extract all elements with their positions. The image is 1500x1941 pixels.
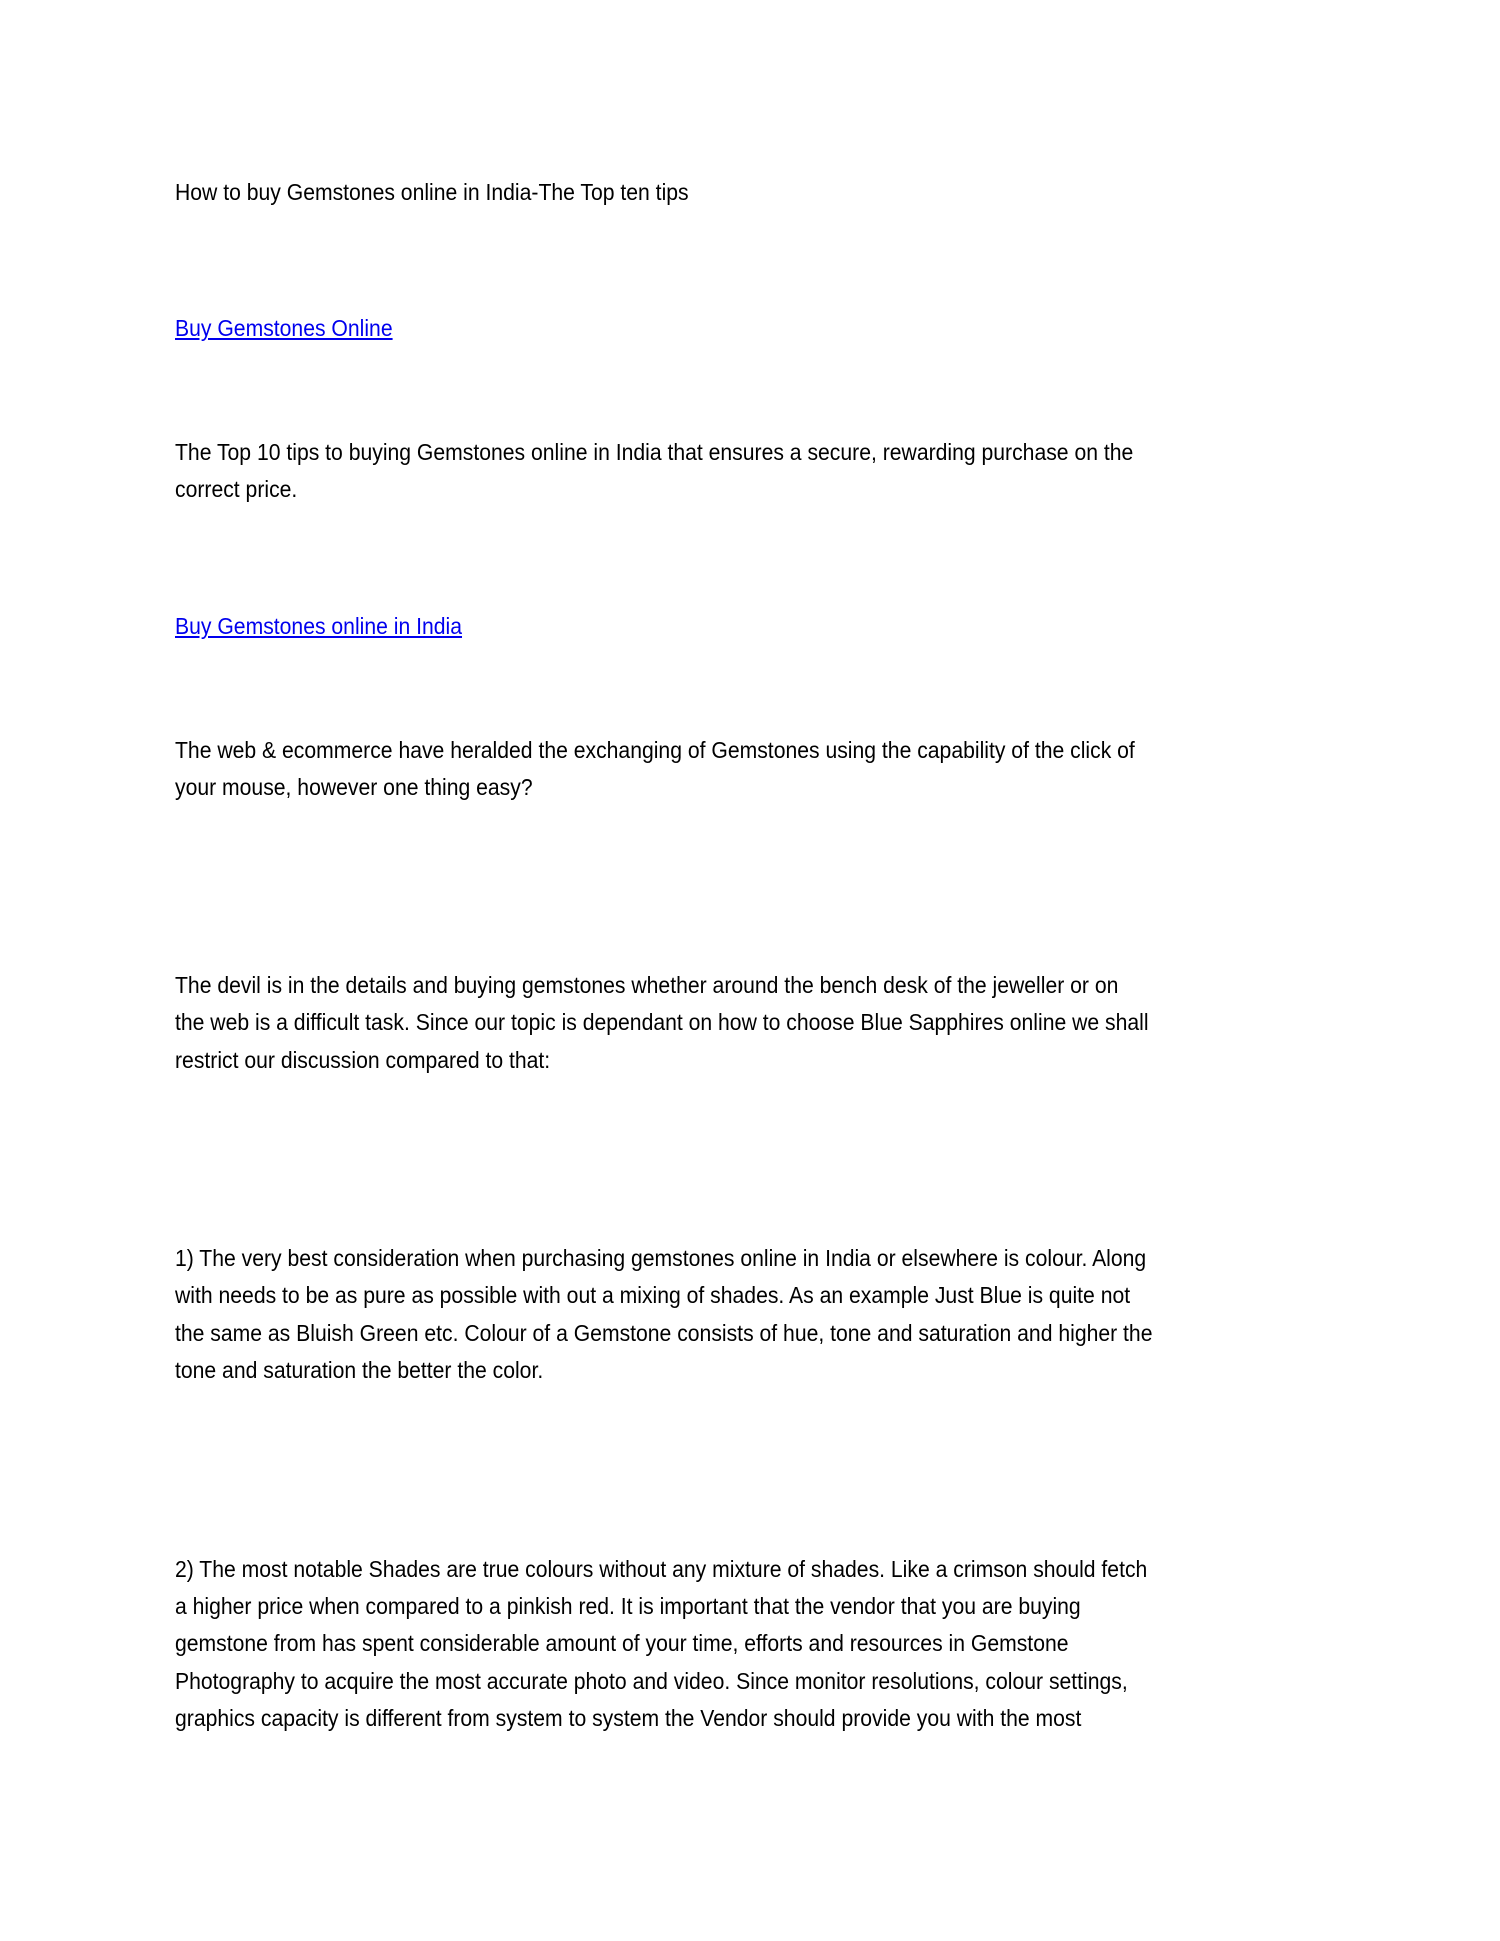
tip-2-line: gemstone from has spent considerable amount of your time, efforts and resources in Gemstone [175,1630,1069,1656]
tip-2-line: a higher price when compared to a pinkish red. It is important that the vendor that you are buying [175,1593,1081,1619]
tip-1-line: 1) The very best consideration when purchasing gemstones online in India or elsewhere is colour. Along [175,1245,1147,1271]
devil-paragraph-line: restrict our discussion compared to that: [175,1047,551,1073]
buy-gemstones-online-india-link[interactable]: Buy Gemstones online in India [175,613,463,639]
tip-2-line: 2) The most notable Shades are true colours without any mixture of shades. Like a crimson should fetch [175,1556,1148,1582]
tip-1-line: the same as Bluish Green etc. Colour of a Gemstone consists of hue, tone and saturation and higher the [175,1320,1153,1346]
web-paragraph-line: your mouse, however one thing easy? [175,774,533,800]
intro-paragraph-line: The Top 10 tips to buying Gemstones online in India that ensures a secure, rewarding purchase on the [175,439,1134,465]
tip-1-line: with needs to be as pure as possible with out a mixing of shades. As an example Just Blue is quite not [175,1282,1131,1308]
buy-gemstones-online-link[interactable]: Buy Gemstones Online [175,315,393,341]
tip-2-line: Photography to acquire the most accurate photo and video. Since monitor resolutions, colour settings, [175,1668,1128,1694]
document-title: How to buy Gemstones online in India-The Top ten tips [175,179,689,205]
web-paragraph-line: The web & ecommerce have heralded the exchanging of Gemstones using the capability of the click of [175,737,1135,763]
tip-1-line: tone and saturation the better the color. [175,1357,544,1383]
devil-paragraph-line: The devil is in the details and buying gemstones whether around the bench desk of the jeweller or on [175,972,1119,998]
devil-paragraph-line: the web is a difficult task. Since our topic is dependant on how to choose Blue Sapphires online we shall [175,1009,1149,1035]
intro-paragraph-line: correct price. [175,476,298,502]
tip-2-line: graphics capacity is different from system to system the Vendor should provide you with the most [175,1705,1082,1731]
